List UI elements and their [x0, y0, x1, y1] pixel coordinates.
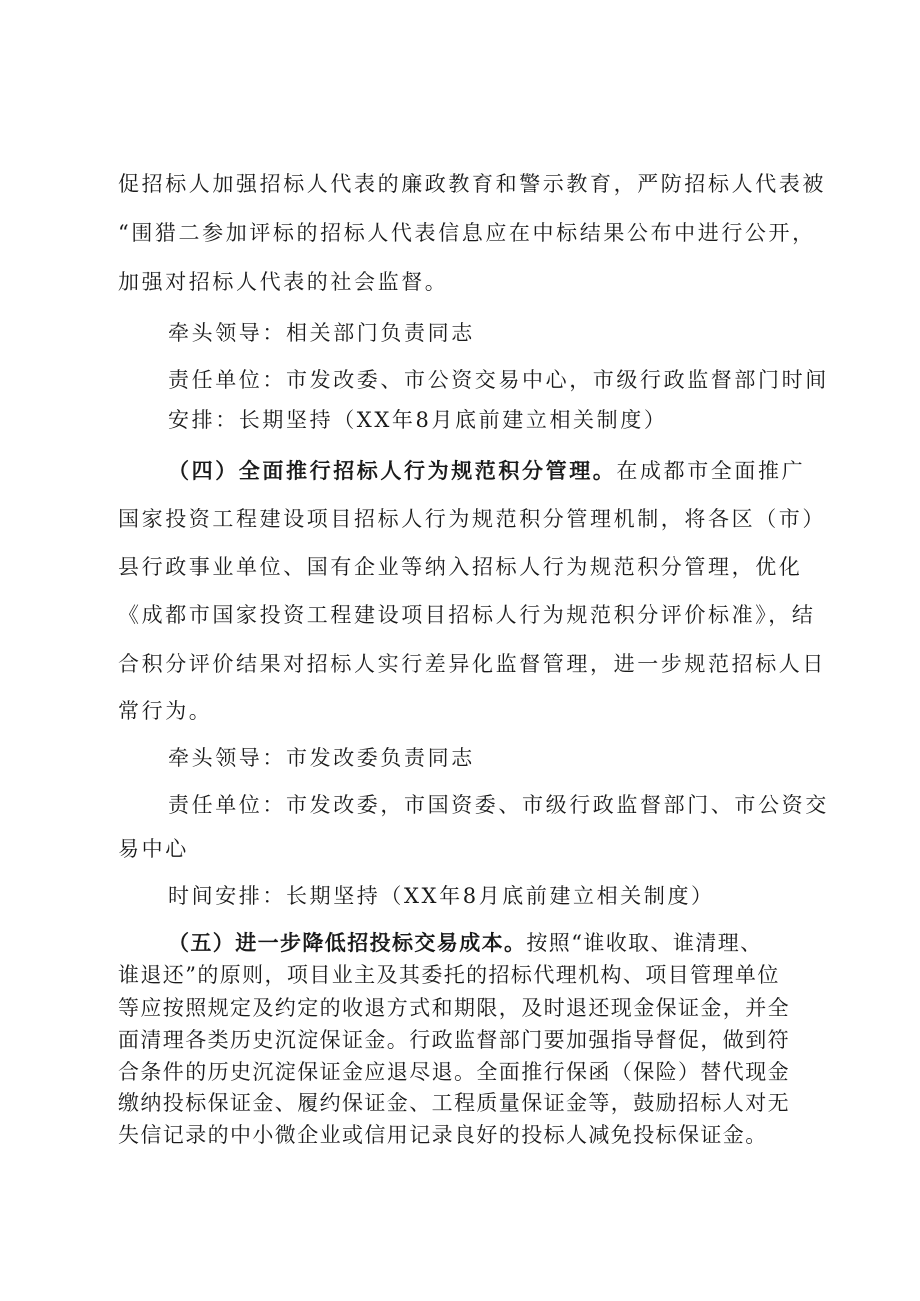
paragraph-line: 促招标人加强招标人代表的廉政教育和警示教育，严防招标人代表被 [118, 172, 826, 196]
responsible-unit-cont: 易中心 [118, 837, 189, 861]
lead-leader: 牵头领导：市发改委负责同志 [168, 746, 475, 770]
paragraph-line: 面清理各类历史沉淀保证金。行政监督部门要加强指导督促，做到符 [118, 1028, 790, 1052]
paragraph-text: 在成都市全面推广 [616, 459, 806, 483]
paragraph-line: 合积分评价结果对招标人实行差异化监督管理，进一步规范招标人日 [118, 652, 826, 676]
paragraph-line: 《成都市国家投资工程建设项目招标人行为规范积分评价标准》，结 [118, 603, 816, 627]
paragraph-line: 缴纳投标保证金、履约保证金、工程质量保证金等，鼓励招标人对无 [118, 1091, 790, 1115]
lead-leader: 牵头领导：相关部门负责同志 [168, 321, 475, 345]
section-four-heading: （四）全面推行招标人行为规范积分管理。 [168, 458, 617, 483]
paragraph-line: 加强对招标人代表的社会监督。 [118, 270, 449, 294]
paragraph-line: 合条件的历史沉淀保证金应退尽退。全面推行保函（保险）替代现金 [118, 1060, 790, 1084]
paragraph-line: 谁退还”的原则，项目业主及其委托的招标代理机构、项目管理单位 [118, 963, 780, 987]
section-five-heading: （五）进一步降低招投标交易成本。 [168, 930, 527, 955]
section-four-first-line [168, 460, 805, 482]
section-five-first-line [168, 932, 763, 954]
paragraph-line: 常行为。 [118, 699, 213, 723]
paragraph-line: 失信记录的中小微企业或信用记录良好的投标人减免投标保证金。 [118, 1123, 768, 1147]
paragraph-line: 等应按照规定及约定的收退方式和期限，及时退还现金保证金，并全 [118, 996, 790, 1020]
schedule: 安排：长期坚持（XX年8月底前建立相关制度） [168, 408, 668, 432]
schedule: 时间安排：长期坚持（XX年8月底前建立相关制度） [168, 884, 715, 908]
paragraph-text: 按照“谁收取、谁清理、 [526, 931, 763, 955]
responsible-unit: 责任单位：市发改委，市国资委、市级行政监督部门、市公资交 [168, 793, 829, 817]
responsible-unit: 责任单位：市发改委、市公资交易中心，市级行政监督部门时间 [168, 368, 829, 392]
paragraph-line: 国家投资工程建设项目招标人行为规范积分管理机制，将各区（市） [118, 507, 826, 531]
paragraph-line: 县行政事业单位、国有企业等纳入招标人行为规范积分管理，优化 [118, 555, 803, 579]
paragraph-line: “围猎二参加评标的招标人代表信息应在中标结果公布中进行公开， [118, 221, 816, 245]
